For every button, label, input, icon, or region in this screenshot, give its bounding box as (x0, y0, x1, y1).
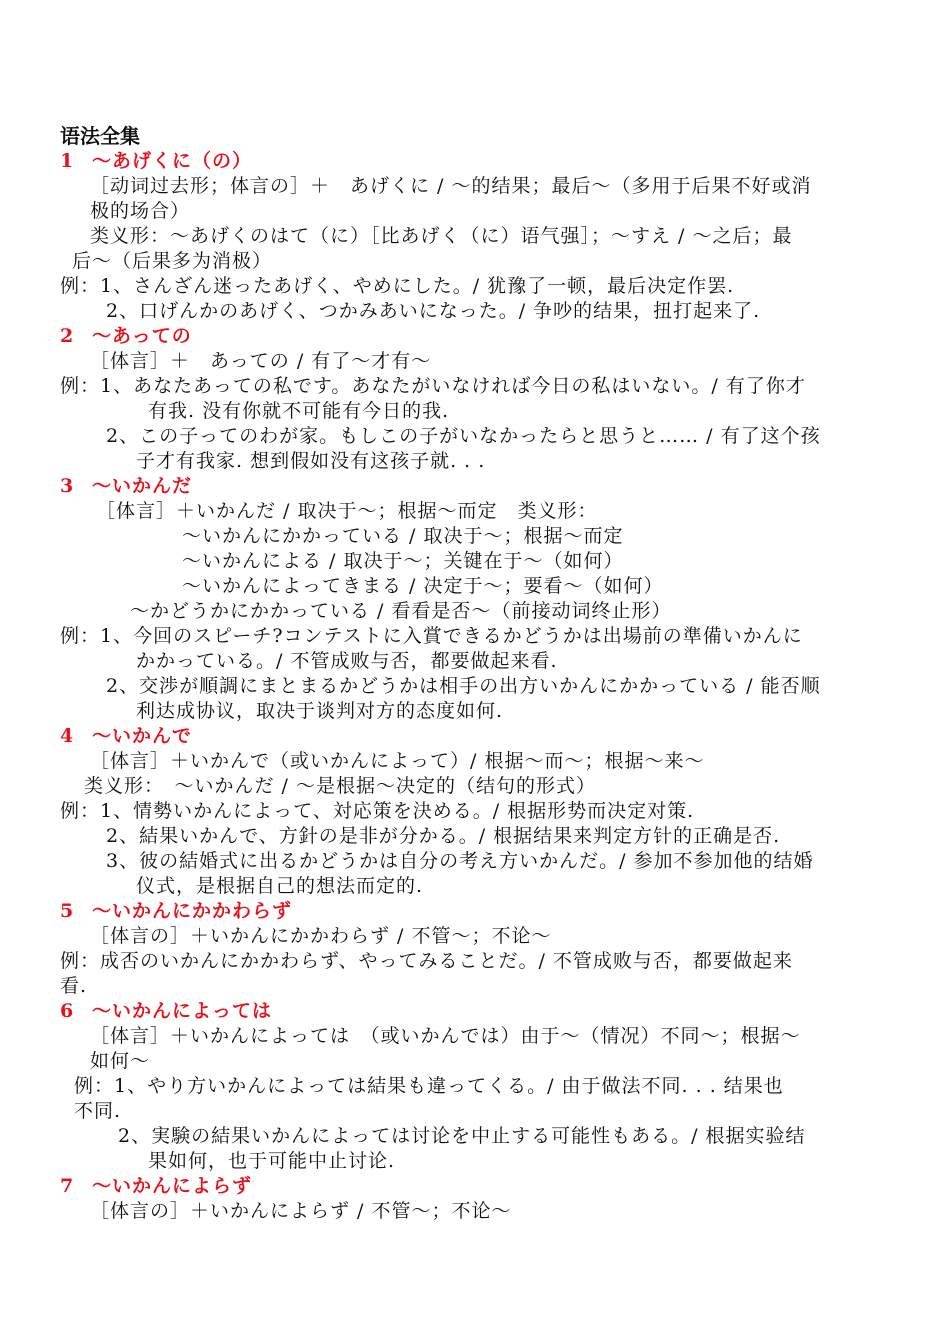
heading-text: ～いかんによらず (92, 1175, 253, 1197)
example-line: 2、結果いかんで、方針の是非が分かる。/ 根据结果来判定方针的正确是否. (106, 825, 781, 847)
text-line: ［体言］＋ あっての / 有了～才有～ (90, 350, 432, 372)
example-line: 2、口げんかのあげく、つかみあいになった。/ 争吵的结果，扭打起来了. (106, 300, 761, 322)
heading-number: 1 (60, 150, 75, 172)
example-line: 例：1、今回のスピーチ?コンテストに入賞できるかどうかは出場前の準備いかんに (60, 625, 803, 647)
text-line: 后～（后果多为消极） (72, 250, 273, 272)
heading-text: ～あっての (92, 325, 192, 347)
grammar-heading-7 (60, 1174, 252, 1199)
heading-number: 7 (60, 1175, 75, 1197)
heading-number: 5 (60, 900, 75, 922)
text-line: ～かどうかにかかっている / 看看是否～（前接动词终止形） (130, 600, 672, 622)
example-line: 例：1、あなたあっての私です。あなたがいなければ今日の私はいない。/ 有了你才 (60, 375, 806, 397)
heading-text: ～いかんにかかわらず (92, 900, 293, 922)
example-line: 有我. 没有你就不可能有今日的我. (148, 400, 450, 422)
text-line: ［体言の］＋いかんによらず / 不管～；不论～ (90, 1200, 512, 1222)
heading-number: 3 (60, 475, 75, 497)
example-line: 例：1、情勢いかんによって、対応策を決める。/ 根据形势而决定对策. (60, 800, 695, 822)
example-line: かかっている。/ 不管成败与否，都要做起来看. (136, 650, 558, 672)
heading-text: ～いかんだ (92, 475, 193, 497)
text-line: 极的场合） (90, 200, 191, 222)
example-line: 2、この子ってのわが家。もしこの子がいなかったらと思うと…… / 有了这个孩 (106, 425, 821, 447)
text-line: ［体言］＋いかんで（或いかんによって）/ 根据～而～；根据～来～ (90, 750, 705, 772)
grammar-heading-3 (60, 474, 192, 499)
example-line: 2、交渉が順調にまとまるかどうかは相手の出方いかんにかかっている / 能否顺 (106, 675, 821, 697)
heading-text: ～いかんによっては (92, 1000, 273, 1022)
example-line: 子才有我家. 想到假如没有这孩子就. . . (136, 450, 486, 472)
grammar-heading-6 (60, 999, 272, 1024)
text-line: 如何～ (90, 1050, 151, 1072)
text-line: ～いかんによってきまる / 决定于～；要看～（如何） (182, 575, 664, 597)
example-line: 例：成否のいかんにかかわらず、やってみることだ。/ 不管成败与否，都要做起来 (60, 950, 793, 972)
example-line: 例：1、やり方いかんによっては結果も違ってくる。/ 由于做法不同. . . 结果也 (74, 1075, 784, 1097)
text-line: 类义形： ～いかんだ / ～是根据～决定的（结句的形式） (84, 775, 596, 797)
text-line: 类义形：～あげくのはて（に）［比あげく（に）语气强］；～すえ / ～之后；最 (90, 225, 793, 247)
grammar-heading-5 (60, 899, 292, 924)
heading-number: 4 (60, 725, 75, 747)
text-line: ［体言］＋いかんだ / 取决于～；根据～而定 类义形： (96, 500, 598, 522)
example-line: 3、彼の結婚式に出るかどうかは自分の考え方いかんだ。/ 参加不参加他的结婚 (106, 850, 814, 872)
example-line: 2、実験の結果いかんによっては讨论を中止する可能性もある。/ 根据实验结 (118, 1125, 806, 1147)
grammar-heading-4 (60, 724, 192, 749)
text-line: ［体言の］＋いかんにかかわらず / 不管～；不论～ (90, 925, 552, 947)
document-title: 语法全集 (60, 124, 140, 148)
grammar-heading-2 (60, 324, 192, 349)
example-line: 利达成协议，取决于谈判对方的态度如何. (136, 700, 504, 722)
example-line: 看. (60, 975, 88, 997)
heading-number: 6 (60, 1000, 75, 1022)
heading-text: ～あげくに（の） (92, 150, 253, 172)
text-line: ［体言］＋いかんによっては （或いかんでは）由于～（情况）不同～；根据～ (90, 1025, 801, 1047)
grammar-heading-1 (60, 149, 252, 174)
heading-text: ～いかんで (92, 725, 193, 747)
text-line: ～いかんにかかっている / 取决于～；根据～而定 (182, 525, 624, 547)
example-line: 例：1、さんざん迷ったあげく、やめにした。/ 犹豫了一顿，最后决定作罢. (60, 275, 735, 297)
heading-number: 2 (60, 325, 75, 347)
example-line: 果如何，也于可能中止讨论. (148, 1150, 396, 1172)
example-line: 仪式，是根据自己的想法而定的. (136, 875, 424, 897)
text-line: ［动词过去形；体言の］＋ あげくに / ～的结果；最后～（多用于后果不好或消 (90, 175, 812, 197)
example-line: 不同. (74, 1100, 122, 1122)
text-line: ～いかんによる / 取决于～；关键在于～（如何） (182, 550, 624, 572)
